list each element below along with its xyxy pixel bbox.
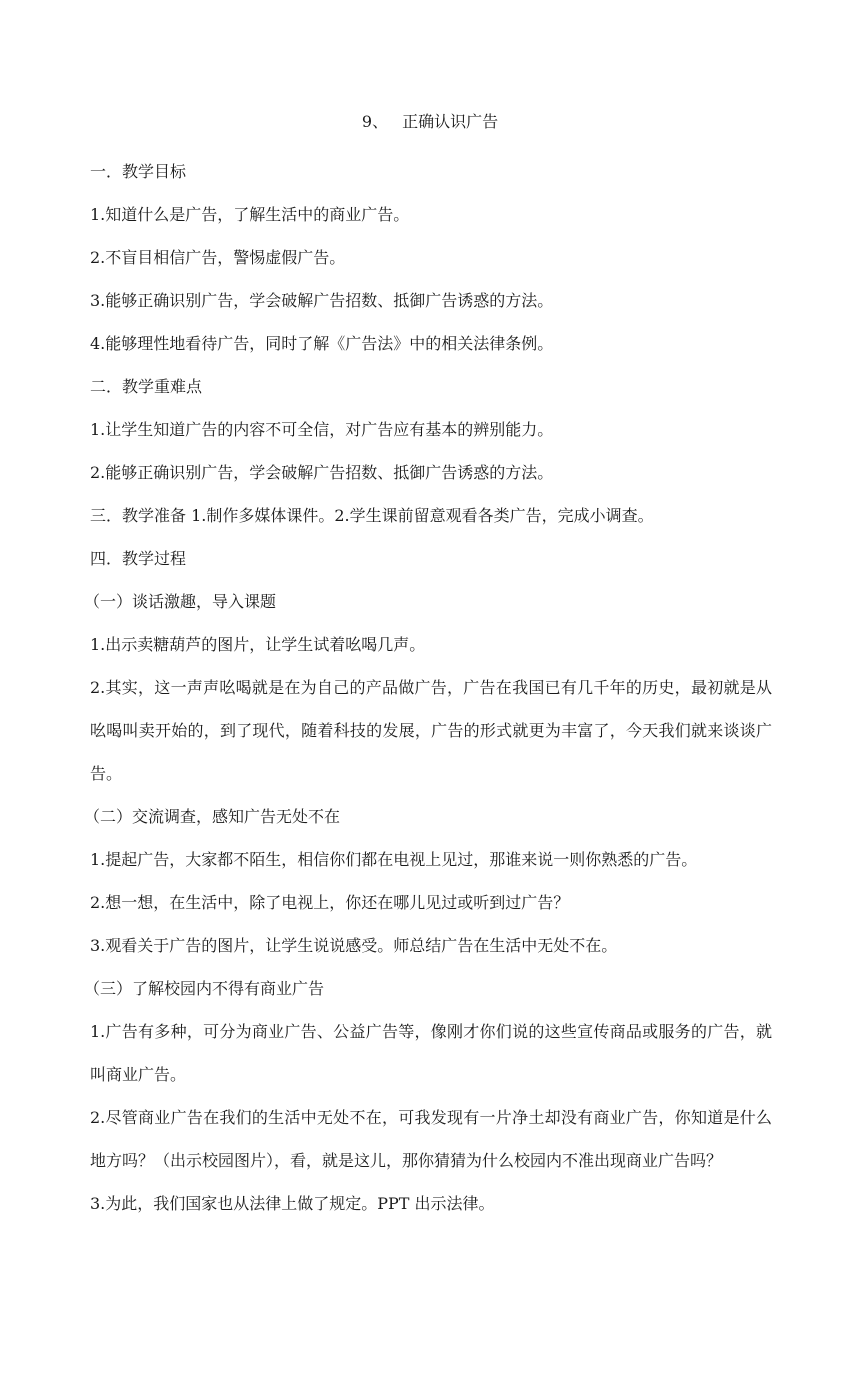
objective-2: 2.不盲目相信广告，警惕虚假广告。 — [90, 248, 346, 267]
objective-3: 3.能够正确识别广告，学会破解广告招数、抵御广告诱惑的方法。 — [90, 291, 554, 310]
process-3-step-2: 2.尽管商业广告在我们的生活中无处不在，可我发现有一片净土却没有商业广告，你知道是什么地方吗？（出示校园图片），看，就是这儿，那你猜猜为什么校园内不准出现商业广告吗？ — [90, 1108, 772, 1170]
objective-4: 4.能够理性地看待广告，同时了解《广告法》中的相关法律条例。 — [90, 334, 554, 353]
process-3-step-3: 3.为此，我们国家也从法律上做了规定。PPT 出示法律。 — [90, 1194, 495, 1213]
document-body — [84, 150, 772, 1225]
title-text: 正确认识广告 — [402, 112, 499, 131]
section-heading-key-points: 二．教学重难点 — [90, 377, 203, 396]
section-preparation: 三．教学准备 1.制作多媒体课件。2.学生课前留意观看各类广告，完成小调查。 — [90, 506, 654, 525]
process-3-step-1: 1.广告有多种，可分为商业广告、公益广告等，像刚才你们说的这些宣传商品或服务的广告，就叫商业广告。 — [90, 1022, 772, 1084]
process-1-step-2: 2.其实，这一声声吆喝就是在为自己的产品做广告，广告在我国已有几千年的历史，最初就是从吆喝叫卖开始的，到了现代，随着科技的发展，广告的形式就更为丰富了，今天我们就来谈谈广告。 — [90, 678, 772, 783]
subsection-2-heading: （二）交流调查，感知广告无处不在 — [84, 807, 341, 826]
key-point-2: 2.能够正确识别广告，学会破解广告招数、抵御广告诱惑的方法。 — [90, 463, 554, 482]
objective-1: 1.知道什么是广告，了解生活中的商业广告。 — [90, 205, 410, 224]
key-point-1: 1.让学生知道广告的内容不可全信，对广告应有基本的辨别能力。 — [90, 420, 554, 439]
section-heading-process: 四．教学过程 — [90, 549, 187, 568]
process-1-step-1: 1.出示卖糖葫芦的图片，让学生试着吆喝几声。 — [90, 635, 426, 654]
process-2-step-2: 2.想一想，在生活中，除了电视上，你还在哪儿见过或听到过广告？ — [90, 893, 570, 912]
subsection-1-heading: （一）谈话激趣，导入课题 — [84, 592, 277, 611]
section-heading-objectives: 一．教学目标 — [90, 162, 187, 181]
document-title — [0, 110, 860, 134]
subsection-3-heading: （三）了解校园内不得有商业广告 — [84, 979, 325, 998]
title-number: 9、 — [361, 112, 389, 131]
process-2-step-1: 1.提起广告，大家都不陌生，相信你们都在电视上见过，那谁来说一则你熟悉的广告。 — [90, 850, 698, 869]
process-2-step-3: 3.观看关于广告的图片，让学生说说感受。师总结广告在生活中无处不在。 — [90, 936, 618, 955]
